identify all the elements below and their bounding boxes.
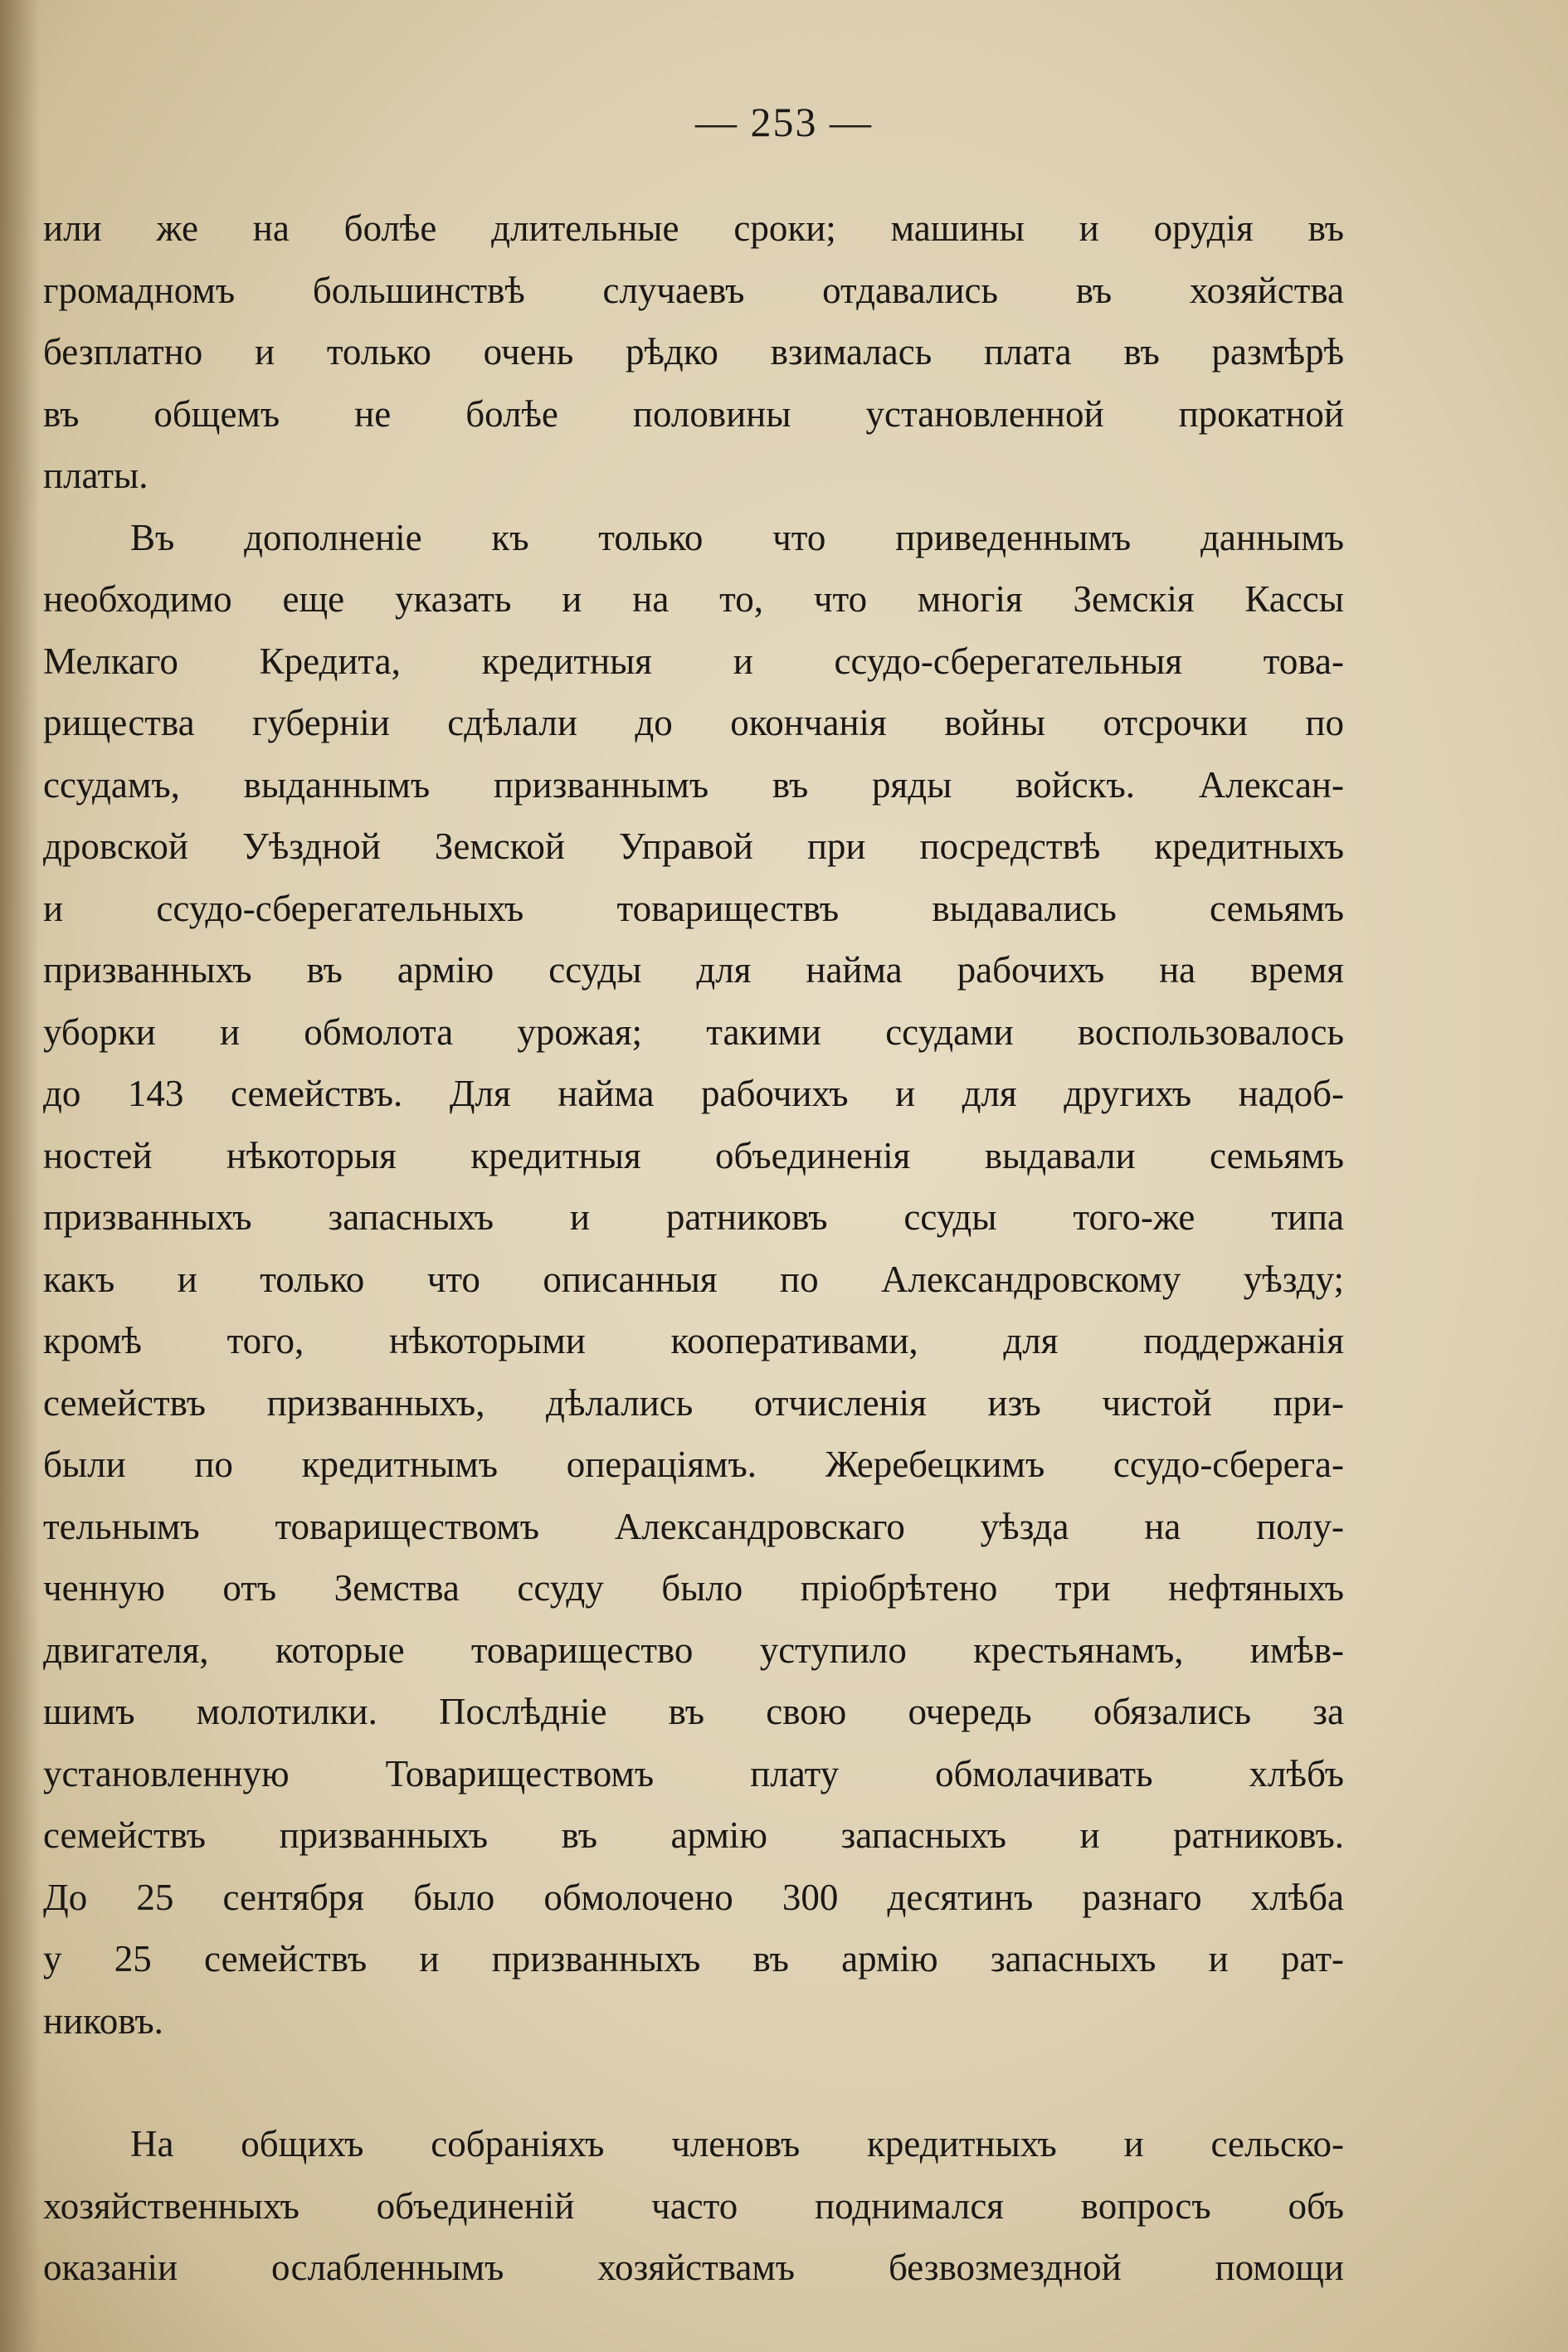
text-line: кромѣ того, нѣкоторыми кооперативами, для поддержанія [43, 1320, 1344, 1361]
text-line: ченную отъ Земства ссуду было пріобрѣтено три нефтяныхъ [43, 1567, 1344, 1609]
text-line: хозяйственныхъ объединеній часто поднимался вопросъ объ [43, 2184, 1344, 2227]
text-line: До 25 сентября было обмолочено 300 десятинъ разнаго хлѣба [43, 1876, 1344, 1918]
paragraph-3 [43, 2113, 1344, 2299]
text-line: семействъ призванныхъ, дѣлались отчисленія изъ чистой при- [43, 1381, 1344, 1424]
text-line: необходимо еще указать и на то, что многія Земскія Кассы [43, 578, 1344, 620]
text-line: Мелкаго Кредита, кредитныя и ссудо-сберегательныя това- [43, 640, 1344, 682]
body-text [43, 197, 1344, 2299]
text-line: Въ дополненіе къ только что приведеннымъ даннымъ [130, 516, 1344, 558]
text-line: безплатно и только очень рѣдко взималась плата въ размѣрѣ [43, 331, 1344, 373]
text-line: призванныхъ запасныхъ и ратниковъ ссуды того-же типа [43, 1196, 1344, 1238]
paragraph-2 [43, 507, 1344, 2053]
text-line: шимъ молотилки. Послѣдніе въ свою очередь обязались за [43, 1691, 1344, 1732]
paragraph-gap [43, 2052, 1344, 2113]
text-line: дровской Уѣздной Земской Управой при посредствѣ кредитныхъ [43, 825, 1344, 867]
text-line: оказаніи ослабленнымъ хозяйствамъ безвозмездной помощи [43, 2247, 1344, 2288]
text-line: какъ и только что описанныя по Александровскому уѣзду; [43, 1258, 1344, 1300]
text-line: у 25 семействъ и призванныхъ въ армію запасныхъ и рат- [43, 1938, 1344, 1979]
text-line: никовъ. [43, 1999, 163, 2042]
text-line: семействъ призванныхъ въ армію запасныхъ и ратниковъ. [43, 1814, 1344, 1856]
text-line: уборки и обмолота урожая; такими ссудами воспользовалось [43, 1010, 1344, 1053]
text-line: ссудамъ, выданнымъ призваннымъ въ ряды войскъ. Алексан- [43, 763, 1344, 806]
text-line: были по кредитнымъ операціямъ. Жеребецкимъ ссудо-сберега- [43, 1444, 1344, 1485]
text-line: и ссудо-сберегательныхъ товариществъ выдавались семьямъ [43, 887, 1344, 929]
text-line: На общихъ собраніяхъ членовъ кредитныхъ и сельско- [130, 2123, 1344, 2165]
text-line: или же на болѣе длительные сроки; машины и орудія въ [43, 207, 1344, 249]
text-line: двигателя, которые товарищество уступило крестьянамъ, имѣв- [43, 1629, 1344, 1671]
text-line: ностей нѣкоторыя кредитныя объединенія выдавали семьямъ [43, 1134, 1344, 1176]
text-line: платы. [43, 455, 149, 496]
text-line: громадномъ большинствѣ случаевъ отдавались въ хозяйства [43, 269, 1344, 311]
page-number: — 253 — [695, 99, 873, 145]
text-line: призванныхъ въ армію ссуды для найма рабочихъ на время [43, 949, 1344, 991]
text-line: въ общемъ не болѣе половины установленной прокатной [43, 392, 1344, 435]
text-line: рищества губерніи сдѣлали до окончанія войны отсрочки по [43, 702, 1344, 743]
text-line: до 143 семействъ. Для найма рабочихъ и для другихъ надоб- [43, 1073, 1344, 1114]
page-edge-shadow [0, 0, 40, 2352]
text-line: тельнымъ товариществомъ Александровскаго уѣзда на полу- [43, 1505, 1344, 1547]
text-line: установленную Товариществомъ плату обмолачивать хлѣбъ [43, 1752, 1344, 1794]
paragraph-1 [43, 197, 1344, 507]
